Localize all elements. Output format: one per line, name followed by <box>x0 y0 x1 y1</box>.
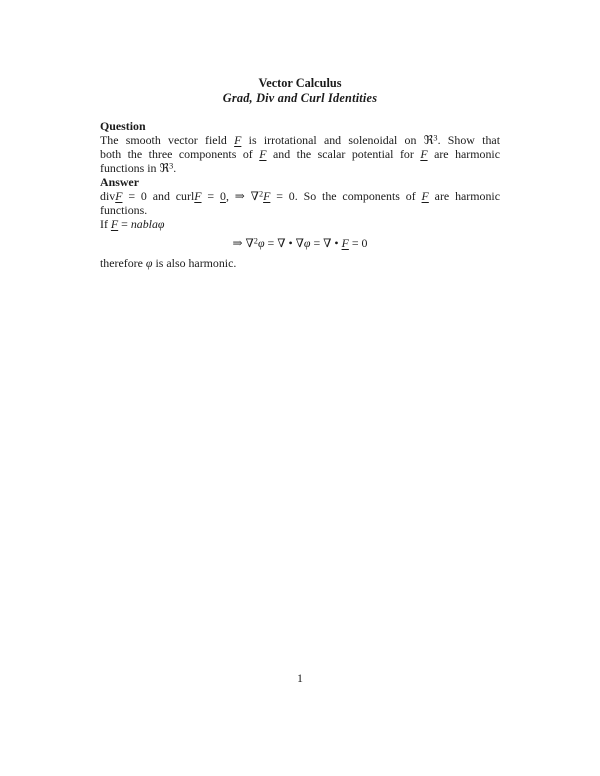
reals-symbol: ℜ <box>423 133 434 147</box>
phi-symbol: φ <box>157 217 165 231</box>
nabla-dot: ∇ • <box>323 235 342 250</box>
title-block <box>0 76 600 105</box>
vector-F-symbol: F <box>341 235 349 250</box>
display-equation <box>100 236 500 250</box>
answer-line-2: functions. <box>100 203 148 217</box>
text-segment: both the three components of <box>100 147 260 161</box>
text-segment: therefore <box>100 255 146 270</box>
nabla-symbol: ∇ <box>245 235 254 250</box>
text-segment: is irrotational and solenoidal on <box>241 133 424 147</box>
nabla-dot-nabla: ∇ • ∇ <box>277 235 304 250</box>
text-segment: . <box>173 161 177 175</box>
reals-symbol: ℜ <box>159 161 170 175</box>
text-segment: = <box>118 217 131 231</box>
vector-F-symbol: F <box>115 189 123 203</box>
text-segment: functions in <box>100 161 160 175</box>
question-heading: Question <box>100 119 146 133</box>
answer-line-3 <box>100 217 500 231</box>
phi-symbol: φ <box>257 235 265 250</box>
nabla-symbol: ∇ <box>250 189 259 203</box>
superscript: 3 <box>433 133 438 143</box>
superscript: 2 <box>253 236 258 246</box>
vector-F-symbol: F <box>194 189 202 203</box>
vector-zero-symbol: 0 <box>219 189 226 203</box>
question-line-1 <box>100 133 500 147</box>
answer-line-5 <box>100 256 500 270</box>
phi-symbol: φ <box>303 235 311 250</box>
question-line-3 <box>100 161 500 175</box>
text-segment: div <box>100 189 116 203</box>
text-segment: . Show that <box>437 133 501 147</box>
text-segment: If <box>100 217 111 231</box>
implies-arrow: , ⇒ <box>225 189 251 203</box>
vector-F-symbol: F <box>420 147 428 161</box>
text-segment: is also harmonic. <box>152 255 237 270</box>
text-segment: = 0 <box>348 235 368 250</box>
vector-F-symbol: F <box>110 217 119 231</box>
vector-F-symbol: F <box>263 189 271 203</box>
vector-F-symbol: F <box>259 147 267 161</box>
vector-F-symbol: F <box>421 189 429 203</box>
page-number: 1 <box>297 671 303 685</box>
phi-symbol: φ <box>145 255 153 270</box>
text-segment: The smooth vector field <box>100 133 235 147</box>
text-segment: = <box>201 189 220 203</box>
text-segment: = 0. So the components of <box>270 189 422 203</box>
text-segment: and the scalar potential for <box>266 147 421 161</box>
text-segment: are harmonic <box>428 189 500 203</box>
nabla-word: nabla <box>130 217 158 231</box>
text-segment: = <box>264 235 278 250</box>
text-segment: = 0 and curl <box>122 189 195 203</box>
answer-line-1 <box>100 189 500 203</box>
doc-subtitle: Grad, Div and Curl Identities <box>222 90 378 105</box>
question-line-2 <box>100 147 500 161</box>
implies-arrow: ⇒ <box>232 235 246 250</box>
superscript: 3 <box>169 161 174 171</box>
text-segment: = <box>310 235 324 250</box>
doc-title: Vector Calculus <box>258 76 342 90</box>
vector-F-symbol: F <box>234 133 242 147</box>
document-body <box>100 119 500 270</box>
answer-heading: Answer <box>100 175 139 189</box>
superscript: 2 <box>258 189 264 199</box>
text-segment: are harmonic <box>427 147 500 161</box>
